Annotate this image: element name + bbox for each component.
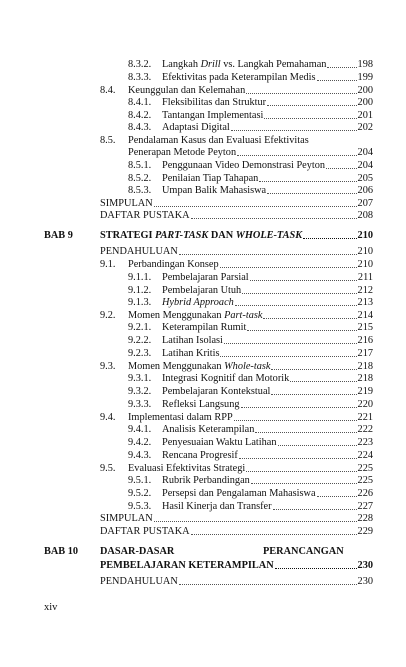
page-number: 204 — [357, 146, 373, 158]
page-number: 210 — [357, 229, 373, 241]
dot-leader — [251, 483, 357, 484]
section-number: 9.2.3. — [128, 347, 152, 359]
dot-leader — [220, 356, 356, 357]
dot-leader — [255, 432, 356, 433]
entry-title — [162, 286, 241, 296]
section-number: 8.4.1. — [128, 96, 152, 108]
entry-title-part: Hasil Kinerja dan Transfer — [162, 500, 272, 512]
entry-title — [162, 400, 240, 410]
dot-leader — [303, 238, 356, 239]
dot-leader — [234, 420, 357, 421]
entry-title-part: Adaptasi Digital — [162, 121, 230, 133]
page-number: 220 — [357, 398, 373, 410]
entry-title-part: Pembelajaran Parsial — [162, 271, 249, 283]
entry-title-part: Drill — [200, 58, 221, 70]
entry-title — [162, 323, 246, 333]
section-number: 8.5.3. — [128, 184, 152, 196]
entry-title-part: DAN — [208, 229, 236, 241]
entry-title — [162, 336, 223, 346]
toc-entry-row — [0, 360, 406, 372]
toc-entry-row — [0, 449, 406, 461]
entry-title — [162, 174, 258, 184]
page-number: 210 — [357, 258, 373, 270]
entry-title — [100, 211, 190, 221]
page-number: 216 — [357, 334, 373, 346]
toc-entry-row — [0, 474, 406, 486]
entry-title-part: SIMPULAN — [100, 512, 153, 524]
section-number: 9.5.3. — [128, 500, 152, 512]
dot-leader — [235, 305, 357, 306]
section-number: 9.5. — [100, 462, 116, 474]
section-number: 9.5.1. — [128, 474, 152, 486]
toc-entry-row — [0, 347, 406, 359]
entry-title-part: Penggunaan Video Demonstrasi Peyton — [162, 159, 326, 171]
entry-title-part: Rubrik Perbandingan — [162, 474, 250, 486]
entry-title — [162, 73, 316, 83]
entry-title — [162, 476, 250, 486]
entry-title-part: Refleksi Langsung — [162, 398, 240, 410]
entry-title-part: PENDAHULUAN — [100, 245, 178, 257]
entry-title-part: Integrasi Kognitif dan Motorik — [162, 372, 290, 384]
dot-leader — [241, 407, 357, 408]
entry-title-part: Part-task — [224, 309, 263, 321]
dot-leader — [191, 534, 357, 535]
entry-title-part: Hybrid Approach — [162, 296, 234, 308]
toc-entry-row — [0, 71, 406, 83]
dot-leader — [290, 381, 356, 382]
toc-entry-row — [0, 487, 406, 499]
toc-chapter-row — [0, 545, 406, 557]
section-number: 8.5. — [100, 134, 116, 146]
entry-title-part: Fleksibilitas dan Struktur — [162, 96, 267, 108]
section-number: 9.2.1. — [128, 321, 152, 333]
dot-leader — [179, 584, 357, 585]
page-number: 214 — [357, 309, 373, 321]
section-number: 9.4. — [100, 411, 116, 423]
entry-title-part: PEMBELAJARAN KETERAMPILAN — [100, 559, 274, 571]
page-number: 230 — [357, 575, 373, 587]
dot-leader — [267, 193, 356, 194]
page-number: 223 — [357, 436, 373, 448]
page-number: 200 — [357, 84, 373, 96]
dot-leader — [246, 93, 356, 94]
dot-leader — [271, 394, 356, 395]
entry-title-part: STRATEGI — [100, 229, 156, 241]
entry-title — [162, 186, 266, 196]
entry-title-part: PENDAHULUAN — [100, 575, 178, 587]
toc-entry-row — [0, 109, 406, 121]
entry-title-part: Penyesuaian Waktu Latihan — [162, 436, 277, 448]
toc-entry-row — [0, 172, 406, 184]
entry-title-part: DAFTAR PUSTAKA — [100, 525, 190, 537]
page-number: 201 — [357, 109, 373, 121]
toc-entry-row — [0, 84, 406, 96]
entry-title — [128, 413, 233, 423]
dot-leader — [317, 496, 357, 497]
entry-title — [100, 247, 178, 257]
toc-entry-row — [0, 121, 406, 133]
toc-entry-row — [0, 209, 406, 221]
toc-entry-row — [0, 321, 406, 333]
entry-title — [128, 86, 245, 96]
page-number: 222 — [357, 423, 373, 435]
entry-title — [128, 311, 262, 321]
toc-entry-row — [0, 146, 406, 158]
section-number: 8.3.2. — [128, 58, 152, 70]
section-number: 9.4.1. — [128, 423, 152, 435]
section-number: 8.5.2. — [128, 172, 152, 184]
entry-title-part: Keunggulan dan Kelemahan — [128, 84, 246, 96]
entry-title-part: Whole-task — [224, 360, 271, 372]
dot-leader — [242, 293, 356, 294]
entry-title-part: Latihan Isolasi — [162, 334, 223, 346]
page-number: 218 — [357, 360, 373, 372]
entry-title — [162, 387, 270, 397]
section-number: 9.5.2. — [128, 487, 152, 499]
page-number: 211 — [357, 271, 373, 283]
entry-title-part: Keterampilan Rumit — [162, 321, 247, 333]
dot-leader — [326, 168, 356, 169]
toc-entry-row — [0, 512, 406, 524]
dot-leader — [220, 267, 357, 268]
page-number: 217 — [357, 347, 373, 359]
toc-chapter-row — [0, 229, 406, 241]
toc-entry-row — [0, 309, 406, 321]
dot-leader — [237, 155, 356, 156]
entry-title-part: Umpan Balik Mahasiswa — [162, 184, 267, 196]
toc-entry-row — [0, 96, 406, 108]
entry-title — [162, 451, 238, 461]
entry-title-part: Evaluasi Efektivitas Strategi — [128, 462, 246, 474]
page-number: 212 — [357, 284, 373, 296]
page-number: 215 — [357, 321, 373, 333]
entry-title-continuation: PERANCANGAN — [263, 545, 344, 557]
entry-title-part: SIMPULAN — [100, 197, 153, 209]
section-number: 8.4.2. — [128, 109, 152, 121]
dot-leader — [154, 206, 357, 207]
entry-title — [162, 161, 325, 171]
entry-title — [162, 425, 254, 435]
entry-title-part: Penerapan Metode Peyton — [128, 146, 237, 158]
dot-leader — [317, 80, 357, 81]
toc-entry-row — [0, 500, 406, 512]
dot-leader — [278, 445, 357, 446]
entry-title — [162, 438, 277, 448]
toc-entry-row — [0, 423, 406, 435]
entry-title-part: Momen Menggunakan — [128, 360, 225, 372]
page-number: 199 — [357, 71, 373, 83]
dot-leader — [224, 343, 357, 344]
entry-title-part: DAFTAR PUSTAKA — [100, 209, 190, 221]
toc-entry-row — [0, 385, 406, 397]
page-number: 228 — [357, 512, 373, 524]
toc-entry-row — [0, 436, 406, 448]
toc-entry-row — [0, 258, 406, 270]
entry-title-part: WHOLE-TASK — [235, 229, 303, 241]
section-number: 8.5.1. — [128, 159, 152, 171]
entry-title-part: Rencana Progresif — [162, 449, 238, 461]
entry-title-part: Efektivitas pada Keterampilan Medis — [162, 71, 316, 83]
section-number: 9.4.3. — [128, 449, 152, 461]
entry-title-part: Perbandingan Konsep — [128, 258, 219, 270]
entry-title-part: Tantangan Implementasi — [162, 109, 264, 121]
page-number-footer: xiv — [44, 602, 58, 613]
toc-entry-row — [0, 559, 406, 571]
entry-title — [128, 136, 309, 146]
entry-title-part: Implementasi dalam RPP — [128, 411, 233, 423]
section-number: 9.2.2. — [128, 334, 152, 346]
entry-title — [162, 273, 249, 283]
dot-leader — [259, 181, 356, 182]
entry-title — [128, 464, 245, 474]
entry-title — [128, 148, 236, 158]
entry-title — [100, 561, 274, 571]
section-number: 9.3. — [100, 360, 116, 372]
entry-title — [162, 374, 289, 384]
page-number: 221 — [357, 411, 373, 423]
page-number: 227 — [357, 500, 373, 512]
page-number: 204 — [357, 159, 373, 171]
section-number: 9.4.2. — [128, 436, 152, 448]
page-number: 229 — [357, 525, 373, 537]
dot-leader — [191, 218, 357, 219]
section-number: 9.1.3. — [128, 296, 152, 308]
dot-leader — [327, 67, 356, 68]
entry-title — [162, 111, 263, 121]
dot-leader — [231, 130, 357, 131]
section-number: 9.2. — [100, 309, 116, 321]
dot-leader — [239, 458, 357, 459]
page-number: 213 — [357, 296, 373, 308]
toc-entry-row — [0, 525, 406, 537]
entry-title-part: Penilaian Tiap Tahapan — [162, 172, 259, 184]
entry-title-part: PART-TASK — [155, 229, 209, 241]
toc-entry-row — [0, 372, 406, 384]
entry-title-part: Latihan Kritis — [162, 347, 220, 359]
dot-leader — [247, 330, 356, 331]
entry-title — [162, 349, 219, 359]
page-number: 230 — [357, 559, 373, 571]
page-number: 208 — [357, 209, 373, 221]
entry-title — [162, 60, 326, 70]
entry-title-part: Analisis Keterampilan — [162, 423, 255, 435]
chapter-label: BAB 10 — [44, 545, 79, 557]
toc-entry-row — [0, 296, 406, 308]
toc-entry-row — [0, 334, 406, 346]
page-number: 205 — [357, 172, 373, 184]
page-number: 200 — [357, 96, 373, 108]
section-number: 9.1.2. — [128, 284, 152, 296]
section-number: 9.1. — [100, 258, 116, 270]
dot-leader — [271, 369, 356, 370]
page-number: 198 — [357, 58, 373, 70]
entry-title — [100, 527, 190, 537]
page-number: 210 — [357, 245, 373, 257]
toc-entry-row — [0, 398, 406, 410]
chapter-label: BAB 9 — [44, 229, 73, 241]
dot-leader — [273, 509, 357, 510]
section-number: 9.3.2. — [128, 385, 152, 397]
entry-title — [162, 123, 230, 133]
section-number: 9.1.1. — [128, 271, 152, 283]
dot-leader — [154, 521, 357, 522]
page-number: 224 — [357, 449, 373, 461]
page-number: 202 — [357, 121, 373, 133]
dot-leader — [264, 118, 356, 119]
toc-entry-row — [0, 411, 406, 423]
entry-title — [100, 231, 302, 241]
entry-title — [162, 298, 234, 308]
dot-leader — [263, 318, 356, 319]
dot-leader — [250, 280, 357, 281]
toc-entry-row — [0, 462, 406, 474]
dot-leader — [267, 105, 356, 106]
entry-title-part: DASAR-DASAR — [100, 545, 175, 557]
toc-entry-row — [0, 197, 406, 209]
entry-title-part: Pembelajaran Utuh — [162, 284, 242, 296]
entry-title — [100, 514, 153, 524]
entry-title — [100, 199, 153, 209]
page-number: 219 — [357, 385, 373, 397]
entry-title — [128, 362, 270, 372]
section-number: 8.3.3. — [128, 71, 152, 83]
section-number: 9.3.1. — [128, 372, 152, 384]
dot-leader — [179, 254, 357, 255]
entry-title — [100, 547, 174, 557]
entry-title-part: vs. Langkah Pemahaman — [220, 58, 327, 70]
entry-title — [100, 577, 178, 587]
toc-entry-row — [0, 159, 406, 171]
toc-entry-row — [0, 575, 406, 587]
dot-leader — [246, 471, 356, 472]
dot-leader — [275, 568, 357, 569]
toc-entry-row — [0, 284, 406, 296]
section-number: 9.3.3. — [128, 398, 152, 410]
page-number: 225 — [357, 474, 373, 486]
page-number: 218 — [357, 372, 373, 384]
page-number: 225 — [357, 462, 373, 474]
entry-title — [162, 502, 272, 512]
entry-title-part: Momen Menggunakan — [128, 309, 225, 321]
entry-title-part: Pendalaman Kasus dan Evaluasi Efektivitas — [128, 134, 309, 146]
entry-title — [162, 98, 266, 108]
toc-entry-row — [0, 245, 406, 257]
toc-entry-row — [0, 184, 406, 196]
section-number: 8.4.3. — [128, 121, 152, 133]
page-number: 206 — [357, 184, 373, 196]
toc-entry-row — [0, 271, 406, 283]
section-number: 8.4. — [100, 84, 116, 96]
page-number: 226 — [357, 487, 373, 499]
entry-title-part: Persepsi dan Pengalaman Mahasiswa — [162, 487, 316, 499]
entry-title-part: Langkah — [162, 58, 201, 70]
page-number: 207 — [357, 197, 373, 209]
toc-entry-row — [0, 58, 406, 70]
toc-entry-row — [0, 134, 406, 146]
entry-title-part: Pembelajaran Kontekstual — [162, 385, 271, 397]
entry-title — [128, 260, 219, 270]
entry-title — [162, 489, 316, 499]
